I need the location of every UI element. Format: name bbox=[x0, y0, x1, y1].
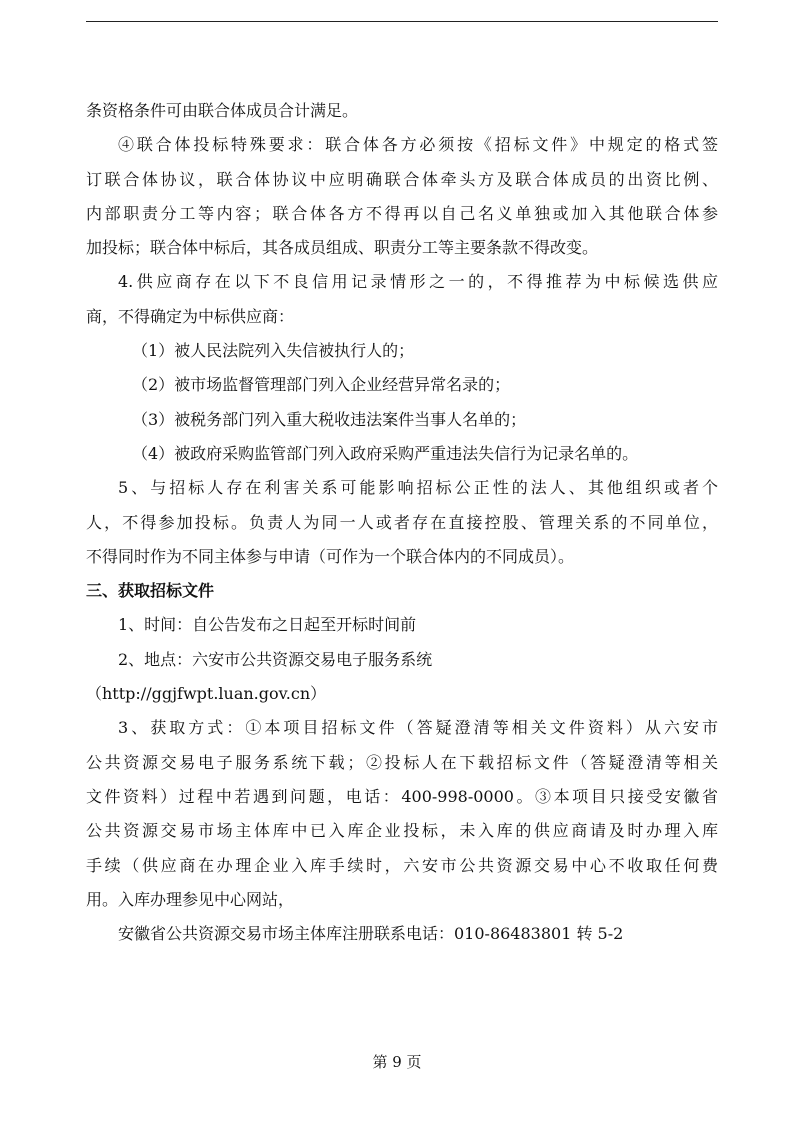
body-line: 1、时间：自公告发布之日起至开标时间前 bbox=[118, 615, 417, 635]
list-item: （1）被人民法院列入失信被执行人的； bbox=[132, 341, 415, 361]
body-line: 用。入库办理参见中心网站， bbox=[86, 889, 295, 909]
body-line: 内部职责分工等内容；联合体各方不得再以自己名义单独或加入其他联合体参 bbox=[86, 203, 718, 223]
body-line: 公共资源交易电子服务系统下载；②投标人在下载招标文件（答疑澄清等相关 bbox=[86, 752, 718, 772]
body-line: 手续（供应商在办理企业入库手续时，六安市公共资源交易中心不收取任何费 bbox=[86, 855, 718, 875]
body-line: 4.供应商存在以下不良信用记录情形之一的，不得推荐为中标候选供应 bbox=[118, 272, 718, 292]
body-line: 不得同时作为不同主体参与申请（可作为一个联合体内的不同成员）。 bbox=[86, 546, 575, 566]
body-line: 3、获取方式：①本项目招标文件（答疑澄清等相关文件资料）从六安市 bbox=[118, 718, 718, 738]
body-line: 加投标；联合体中标后，其各成员组成、职责分工等主要条款不得改变。 bbox=[86, 238, 599, 258]
list-item: （2）被市场监督管理部门列入企业经营异常名录的； bbox=[132, 375, 511, 395]
body-line: 条资格条件可由联合体成员合计满足。 bbox=[86, 101, 359, 120]
header-rule bbox=[86, 21, 718, 22]
body-line: 人，不得参加投标。负责人为同一人或者存在直接控股、管理关系的不同单位， bbox=[86, 512, 718, 532]
body-line: 5、与招标人存在利害关系可能影响招标公正性的法人、其他组织或者个 bbox=[118, 478, 718, 498]
body-line: 商，不得确定为中标供应商： bbox=[86, 306, 295, 326]
section-heading: 三、获取招标文件 bbox=[86, 581, 215, 601]
body-line: 订联合体协议，联合体协议中应明确联合体牵头方及联合体成员的出资比例、 bbox=[86, 169, 718, 189]
body-line: 公共资源交易市场主体库中已入库企业投标，未入库的供应商请及时办理入库 bbox=[86, 821, 718, 841]
document-body bbox=[86, 94, 718, 951]
list-item: （4）被政府采购监管部门列入政府采购严重违法失信行为记录名单的。 bbox=[132, 443, 639, 463]
body-line: 2、地点：六安市公共资源交易电子服务系统 bbox=[118, 649, 433, 669]
body-line: 安徽省公共资源交易市场主体库注册联系电话：010-86483801 转 5-2 bbox=[118, 924, 624, 944]
list-item: （3）被税务部门列入重大税收违法案件当事人名单的； bbox=[132, 409, 527, 429]
url-line: （http://ggjfwpt.luan.gov.cn） bbox=[86, 684, 327, 704]
body-line: 文件资料）过程中若遇到问题，电话：400-998-0000。③本项目只接受安徽省 bbox=[86, 786, 718, 806]
body-line: ④联合体投标特殊要求：联合体各方必须按《招标文件》中规定的格式签 bbox=[118, 135, 718, 155]
page-number: 第 9 页 bbox=[372, 1053, 422, 1071]
